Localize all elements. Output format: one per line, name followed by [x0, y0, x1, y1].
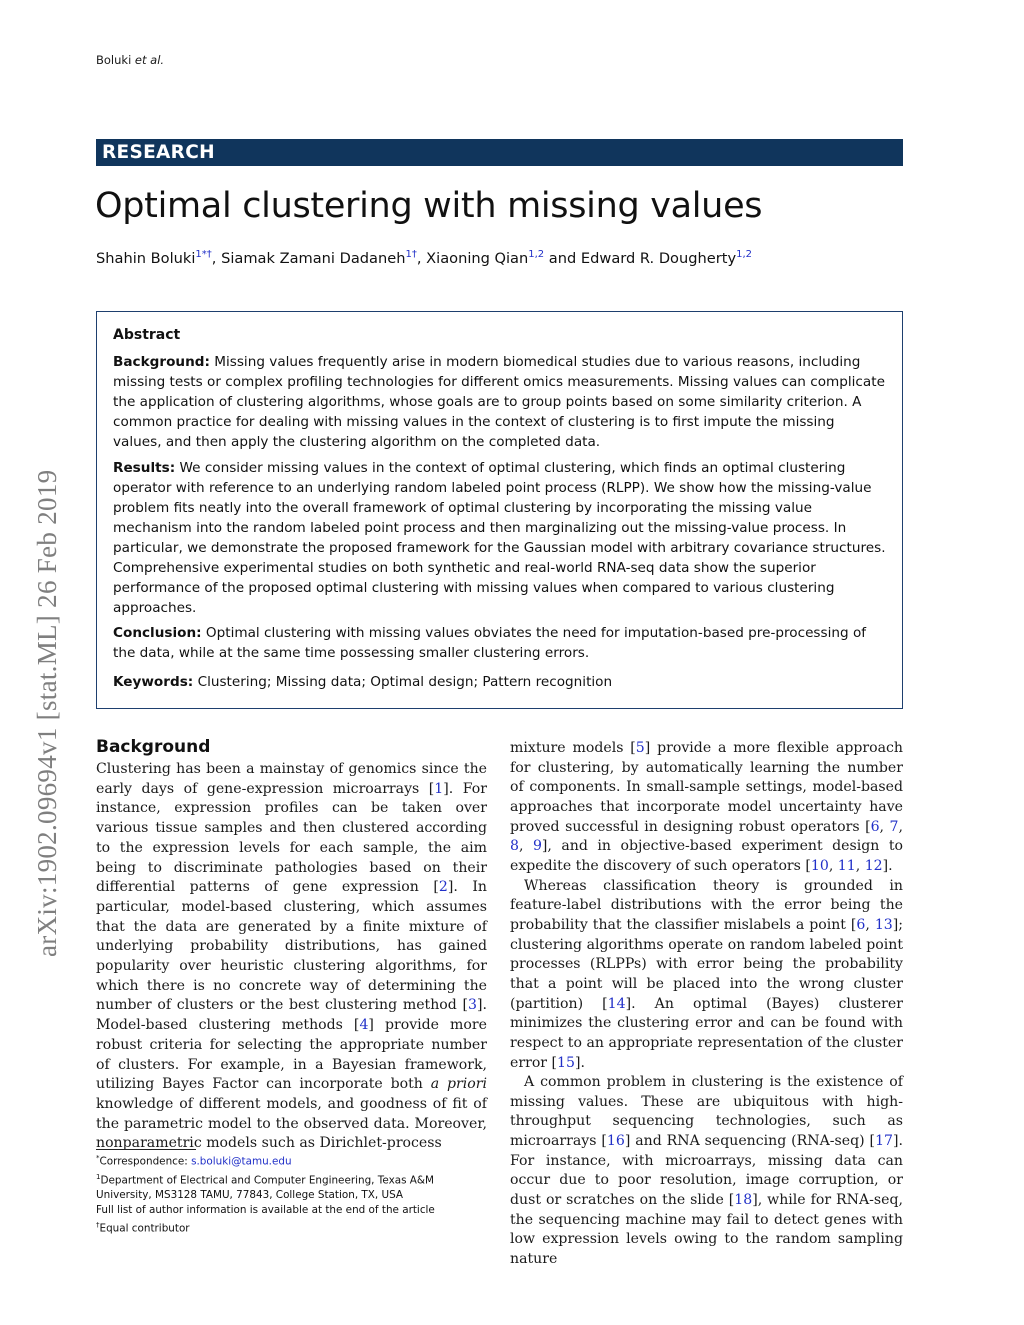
citation-link[interactable]: 18 [734, 1192, 753, 1209]
abstract-keywords-text: Clustering; Missing data; Optimal design; Pattern recognition [197, 673, 613, 690]
footnote-equal-contributor: †Equal contributor [96, 1221, 190, 1235]
abstract-keywords [113, 672, 886, 692]
citation-link[interactable]: 15 [557, 1054, 575, 1071]
footnote-affiliation: $^1$Department of Electrical and Computer Engineering, Texas A&M [96, 1172, 434, 1187]
footnote-full-list: Full list of author information is available at the end of the article [96, 1204, 435, 1217]
citation-link[interactable]: 11 [837, 857, 856, 874]
abstract-keywords-label: Keywords: [113, 673, 194, 690]
author-name: Shahin Boluki [96, 249, 196, 267]
author-list: Shahin Boluki$^{1*\dagger}$, Siamak Zamani Dadaneh$^{1\dagger}$, Xiaoning Qian$^{1,2}$ and Edward R. Dougherty$^{1,2}$ [96, 249, 752, 267]
author-affiliation-mark[interactable]: 1,2 [736, 249, 752, 260]
author-name: Xiaoning Qian [426, 249, 529, 267]
abstract-results [113, 458, 886, 619]
citation-link[interactable]: 1 [434, 780, 444, 797]
citation-link[interactable]: 17 [875, 1133, 893, 1150]
citation-link[interactable]: 13 [874, 916, 893, 933]
body-paragraph: A common problem in clustering is the existence of missing values. These are ubiquitous with high-throughput sequencing technologies, such as microarrays [16] and RNA sequencing (RNA-seq) [17]. For instance, with microarrays, missing data can occur due to poor resolution, image corruption, or dust or scratches on the slide [18], while for RNA-seq, the sequencing machine may fail to detect genes with low expression levels owing to the random sampling nature [510, 1074, 903, 1268]
correspondence-email-link[interactable]: s.boluki@tamu.edu [191, 1155, 292, 1168]
body-paragraph: mixture models [5] provide a more flexible approach for clustering, by automatically learning the number of components. In small-sample settings, model-based approaches that incorporate model uncertainty have proved successful in designing robust operators [6, 7, 8, 9], and in objective-based experiment design to expedite the discovery of such operators [10, 11, 12]. [510, 740, 903, 874]
abstract-background [113, 352, 886, 452]
emphasized-text: a priori [430, 1076, 487, 1093]
abstract-conclusion-text: Optimal clustering with missing values obviates the need for imputation-based pre-processing of the data, while at the same time possessing smaller clustering errors. [113, 625, 867, 662]
abstract-heading: Abstract [113, 327, 181, 343]
citation-link[interactable]: 8 [510, 838, 519, 855]
footnote-rule [96, 1149, 196, 1150]
citation-link[interactable]: 14 [607, 995, 626, 1012]
abstract-conclusion [113, 623, 886, 663]
author-name: Siamak Zamani Dadaneh [221, 249, 406, 267]
footnote-correspondence: *Correspondence: s.boluki@tamu.edu [96, 1154, 292, 1168]
citation-link[interactable]: 7 [889, 818, 899, 835]
citation-link[interactable]: 2 [438, 879, 448, 896]
citation-link[interactable]: 6 [856, 916, 866, 933]
body-column-right [510, 739, 903, 1270]
author-affiliation-mark[interactable]: 1,2 [528, 249, 545, 260]
citation-link[interactable]: 12 [864, 857, 883, 874]
paper-title: Optimal clustering with missing values [95, 186, 763, 226]
abstract-conclusion-label: Conclusion: [113, 625, 202, 642]
section-label-bar: RESEARCH [96, 139, 903, 166]
abstract-background-text: Missing values frequently arise in modern biomedical studies due to various reasons, including missing tests or complex profiling technologies for different omics measurements. Missing values can complicate the application of clustering algorithms, whose goals are to group points based on some similarity criterion. A common practice for dealing with missing values in the context of clustering is to first impute the missing values, and then apply the clustering algorithm on the completed data. [113, 354, 885, 451]
footnote-affiliation-cont: University, MS3128 TAMU, 77843, College Station, TX, USA [96, 1189, 404, 1202]
citation-link[interactable]: 9 [532, 838, 542, 855]
author-affiliation-mark[interactable]: 1† [405, 249, 417, 260]
running-head [96, 53, 164, 67]
citation-link[interactable]: 6 [870, 818, 880, 835]
author-affiliation-mark[interactable]: 1*† [195, 249, 212, 260]
abstract-background-label: Background: [113, 354, 210, 371]
abstract-results-label: Results: [113, 459, 176, 476]
citation-link[interactable]: 5 [635, 740, 645, 756]
citation-link[interactable]: 10 [810, 857, 829, 874]
arxiv-stamp: arXiv:1902.09694v1 [stat.ML] 26 Feb 2019 [32, 469, 62, 957]
abstract-box [96, 311, 903, 709]
body-column-left [96, 736, 487, 1154]
body-paragraph: Whereas classification theory is grounded in feature-label distributions with the error being the probability that the classifier mislabels a point [6, 13]; clustering algorithms operate on random labeled point processes (RLPPs) with error being the probability that a point will be placed into the wrong cluster (partition) [14]. An optimal (Bayes) clusterer minimizes the clustering error and can be found with respect to an appropriate representation of the cluster error [15]. [510, 877, 903, 1071]
citation-link[interactable]: 4 [359, 1017, 369, 1034]
body-paragraph: Clustering has been a mainstay of genomics since the early days of gene-expression microarrays [1]. For instance, expression profiles can be taken over various tissue samples and then clustered according to the expression levels for each sample, the aim being to discriminate pathologies based on their differential patterns of gene expression [2]. In particular, model-based clustering, which assumes that the data are generated by a finite mixture of underlying probability distributions, has gained popularity over heuristic clustering algorithms, for which there is no concrete way of determining the number of clusters or the best clustering method [3]. Model-based clustering methods [4] provide more robust criteria for selecting the appropriate number of clusters. For example, in a Bayesian framework, utilizing Bayes Factor can incorporate both a priori knowledge of different models, and goodness of fit of the parametric model to the observed data. Moreover, nonparametric models such as Dirichlet-process [96, 761, 488, 1152]
citation-link[interactable]: 3 [468, 997, 478, 1014]
abstract-results-text: We consider missing values in the context of optimal clustering, which finds an optimal clustering operator with reference to an underlying random labeled point process (RLPP). We show how the missing-value problem fits neatly into the overall framework of optimal clustering by incorporating the missing value mechanism into the random labeled point process and then marginalizing out the missing-value process. In particular, we demonstrate the proposed framework for the Gaussian model with arbitrary covariance structures. Comprehensive experimental studies on both synthetic and real-world RNA-seq data show the superior performance of the proposed optimal clustering with missing values when compared to various clustering approaches. [113, 459, 886, 617]
running-head-etal: et al. [134, 53, 165, 67]
footnotes [96, 1151, 496, 1237]
running-head-author: Boluki [96, 53, 132, 67]
section-heading-background: Background [96, 737, 211, 757]
citation-link[interactable]: 16 [606, 1133, 625, 1150]
author-name: Edward R. Dougherty [580, 249, 737, 267]
